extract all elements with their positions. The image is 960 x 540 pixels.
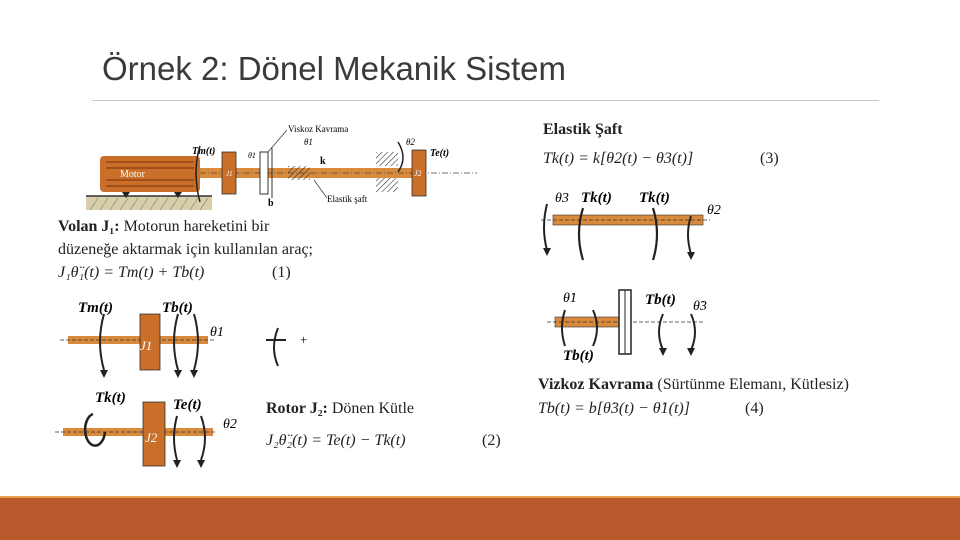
fbd4-theta3dot-label: θ̇3	[693, 299, 707, 314]
fbd2-j2-label: J2	[145, 430, 158, 445]
schematic-tm-label: Tm(t)	[192, 146, 216, 157]
fbd3-tk-label-b: Tk(t)	[639, 190, 670, 206]
viscous-eq-number: (4)	[745, 400, 764, 417]
fbd1-plus-sign: +	[300, 332, 308, 347]
fbd3-theta2-label: θ2	[707, 203, 721, 218]
flywheel-heading: Volan J₁:	[58, 218, 120, 235]
rotor-equation: J₂θ̈₂(t) = Te(t) − Tk(t)	[266, 432, 406, 449]
slide-title: Örnek 2: Dönel Mekanik Sistem	[102, 50, 567, 87]
fbd1-tb-label: Tb(t)	[162, 300, 193, 316]
fbd2-tk-label: Tk(t)	[95, 390, 126, 406]
elastic-shaft-equation: Tk(t) = k[θ2(t) − θ3(t)]	[543, 150, 694, 167]
fbd3-theta3-label: θ3	[555, 191, 569, 206]
fbd4-theta1dot-label: θ̇1	[563, 291, 577, 306]
viscous-heading: Vizkoz Kavrama	[538, 376, 654, 393]
fbd3-tk-label-a: Tk(t)	[581, 190, 612, 206]
title-divider	[92, 100, 879, 101]
viscous-coupling-fbd	[545, 282, 725, 364]
viscous-desc: (Sürtünme Elemanı, Kütlesiz)	[653, 376, 849, 393]
elastic-shaft-fbd	[535, 182, 755, 272]
rotor-fbd	[55, 384, 255, 469]
system-schematic	[82, 118, 482, 218]
viscous-equation: Tb(t) = b[θ̇3(t) − θ̇1(t)]	[538, 400, 690, 417]
rotor-desc: Dönen Kütle	[327, 400, 415, 417]
schematic-bearing-2	[376, 152, 398, 166]
viscous-heading-line	[538, 376, 849, 394]
fbd1-tm-label: Tm(t)	[78, 300, 113, 316]
schematic-theta1-small: θ1	[248, 151, 256, 160]
schematic-te-label: Te(t)	[430, 148, 450, 159]
flywheel-line2: düzeneğe aktarmak için kullanılan araç;	[58, 241, 313, 258]
rotor-heading-line	[266, 400, 414, 418]
schematic-theta2-label: θ2	[406, 137, 415, 147]
rotor-heading: Rotor J₂:	[266, 400, 328, 417]
schematic-bearing-1	[288, 166, 310, 180]
rotor-eq-number: (2)	[482, 432, 501, 449]
schematic-theta1-label: θ1	[304, 137, 313, 147]
motor-label: Motor	[120, 169, 145, 180]
schematic-b-label: b	[268, 198, 274, 209]
schematic-bearing-3	[376, 178, 398, 192]
flywheel-desc: Motorun hareketini bir	[119, 218, 270, 235]
fbd1-j1-label: J1	[140, 338, 153, 353]
fbd2-theta-label: θ2	[223, 417, 237, 432]
motor-body	[100, 156, 200, 192]
elastic-shaft-eq-number: (3)	[760, 150, 779, 167]
fbd2-te-label: Te(t)	[173, 397, 202, 413]
viscous-coupling-plate	[260, 152, 268, 194]
flywheel-line1	[58, 218, 269, 236]
viscous-coupling-label: Viskoz Kavrama	[288, 124, 349, 134]
flywheel-eq-number: (1)	[272, 264, 291, 281]
schematic-k-label: k	[320, 156, 326, 167]
flywheel-equation: J₁θ̈₁(t) = Tm(t) + Tb(t)	[58, 264, 205, 281]
elastic-shaft-label: Elastik şaft	[327, 194, 368, 204]
fbd4-tb-top-label: Tb(t)	[645, 292, 676, 308]
fbd1-theta-label: θ1	[210, 325, 224, 340]
schematic-j2-label: J2	[414, 169, 422, 178]
schematic-j1-label: J1	[226, 170, 233, 178]
fbd4-tb-bottom-label: Tb(t)	[563, 348, 594, 364]
footer-bar	[0, 498, 960, 540]
elastic-shaft-heading: Elastik Şaft	[543, 121, 623, 138]
flywheel-fbd	[60, 294, 320, 379]
